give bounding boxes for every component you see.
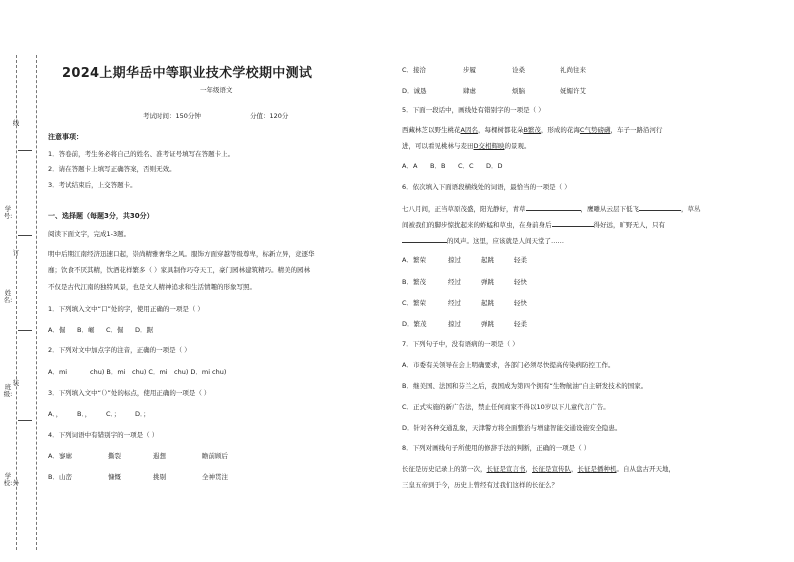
- margin-field-name: 姓名:: [3, 289, 13, 304]
- q5-passage-line: [402, 142, 531, 151]
- q6-blank-2: [639, 203, 681, 211]
- margin-field-school: 学校:: [3, 472, 13, 487]
- q5-text: ，车子一路沿河行: [610, 126, 663, 134]
- q6-option-d-word: 掠过: [448, 320, 461, 328]
- q8-passage-line: [402, 465, 675, 474]
- q7-option-c: C．正式实施的新广告法，禁止任何商家不得以10岁以下儿童代言广告。: [402, 403, 610, 411]
- question-7-stem: 7．下列句子中，没有语病的一项是（ ）: [402, 340, 519, 348]
- notes-item: 2．请在答题卡上填写正确答案，否则无效。: [48, 165, 176, 173]
- q2-option: A．mi: [48, 368, 68, 376]
- binding-dash-line-inner: [36, 55, 37, 550]
- q2-option: chu): [212, 368, 227, 376]
- q5-text: ，形成的花海: [540, 126, 580, 134]
- q6-option-c-word: 起跳: [481, 299, 494, 307]
- passage-line: 不仅是古代江南的独特风景，也是文人精神追求和生活情趣的形象写照。: [48, 283, 256, 291]
- q2-option: chu) B．mi: [90, 368, 126, 376]
- q5-option-b: B．B: [430, 162, 446, 170]
- q6-text: 的风声。这里，应该就是人间天堂了……: [447, 237, 564, 245]
- section-intro: 阅读下面文字，完成1-3题。: [48, 230, 131, 238]
- q5-option-d: D．D: [486, 162, 503, 170]
- q8-underline-1: 长征是宣言书: [486, 465, 526, 473]
- q6-option-a-word: 轻柔: [514, 256, 527, 264]
- q1-option-d: D．踞: [135, 326, 154, 334]
- q6-blank-3: [552, 219, 594, 227]
- q6-option-b-word: 轻快: [514, 278, 527, 286]
- q8-passage-line: 三皇五帝到于今，历史上曾经有过我们这样的长征么？: [402, 481, 558, 489]
- q6-text: ，鹰雕从云层下低飞: [580, 205, 639, 213]
- q4-option-d-word: 妩媚许艾: [560, 87, 586, 95]
- q2-option: chu) D．mi: [174, 368, 211, 376]
- exam-score: 分值：120分: [250, 112, 289, 120]
- q6-option-d-word: 弹跳: [481, 320, 494, 328]
- q4-option-b-word: 慷慨: [108, 473, 121, 481]
- q6-text: 得好远，旷野无人，只有: [593, 221, 665, 229]
- q5-option-c: C．C: [458, 162, 474, 170]
- q6-option-a-word: 掠过: [448, 256, 461, 264]
- q6-option-b-word: 弹跳: [481, 278, 494, 286]
- q6-option-b-word: B．繁茂: [402, 278, 426, 286]
- q5-underline-d: D交相辉映: [473, 142, 505, 150]
- q4-option-d-word: 烦脑: [512, 87, 525, 95]
- q5-text: 西藏林芝以野生桃花: [402, 126, 461, 134]
- question-5-stem: 5．下面一段话中，画线处有错别字的一项是（ ）: [402, 106, 545, 114]
- exam-time: 考试时间：150分钟: [143, 112, 201, 120]
- q6-option-c-word: C．繁荣: [402, 299, 427, 307]
- q6-option-c-word: 经过: [448, 299, 461, 307]
- q5-passage-line: [402, 126, 662, 135]
- q5-underline-c: C气势磅礴: [579, 126, 611, 134]
- q7-option-a: A．市委有关领导在会上明确要求，各部门必须尽快提高传染病防控工作。: [402, 361, 615, 369]
- page-title: 2024上期华岳中等职业技术学校期中测试: [62, 66, 313, 81]
- q5-text: ，每棵树都花朵: [477, 126, 524, 134]
- question-1-stem: 1．下列填入文中“口”处的字，使用正确的一项是（ ）: [48, 305, 204, 313]
- q6-text: 间被我们的脚步惊扰起来的蚱蜢和草虫，在身前身后: [402, 221, 552, 229]
- q6-text: 七八月间，正当草原茂盛，阳光静好，青草: [402, 205, 526, 213]
- q4-option-c-word: 步履: [463, 66, 476, 74]
- q5-underline-b: B繁茂: [523, 126, 541, 134]
- margin-mark-4: 外: [12, 479, 20, 487]
- q6-passage-line: [402, 235, 564, 246]
- q1-option-b: B．崛: [77, 326, 95, 334]
- margin-mark-3: 装: [12, 379, 20, 387]
- q6-blank-4: [402, 235, 447, 243]
- q6-blank-1: [526, 203, 581, 211]
- exam-subject: 一年级语文: [200, 86, 233, 94]
- margin-field-student-id: 学号:: [3, 205, 13, 220]
- q6-passage-line: [402, 219, 665, 230]
- margin-fill-line: [18, 235, 32, 236]
- notes-item: 1．答卷前，考生务必将自己的姓名、准考证号填写在答题卡上。: [48, 150, 235, 158]
- q4-option-a-word: 瞻前顾后: [202, 452, 228, 460]
- margin-field-class: 班级:: [3, 383, 13, 398]
- q6-option-a-word: 起跳: [481, 256, 494, 264]
- margin-fill-line: [18, 420, 32, 421]
- q4-option-a-word: A．寥廓: [48, 452, 72, 460]
- q8-underline-2: 长征是宣传队: [532, 465, 571, 473]
- q1-option-a: A．倔: [48, 326, 66, 334]
- q5-text: 进，可以看见桃林与麦田: [402, 142, 474, 150]
- q7-option-d: D．针对各种交通乱象，天津警方将全面整治与增建智能交通设施安全隐患。: [402, 424, 622, 432]
- q4-option-b-word: 全神贯注: [202, 473, 228, 481]
- q8-text: ，: [525, 465, 532, 473]
- question-4-stem: 4．下列词语中有错别字的一项是（ ）: [48, 431, 159, 439]
- q5-option-a: A．A: [402, 162, 418, 170]
- margin-mark-1: 线: [12, 119, 20, 127]
- q4-option-c-word: 礼尚往来: [560, 66, 586, 74]
- q4-option-a-word: 撕裂: [108, 452, 121, 460]
- q4-option-b-word: 挑剔: [153, 473, 166, 481]
- binding-dash-line-outer: [16, 55, 17, 550]
- q6-passage-line: [402, 203, 701, 214]
- q6-option-b-word: 经过: [448, 278, 461, 286]
- q6-option-d-word: D．繁茂: [402, 320, 427, 328]
- q4-option-c-word: 诠桑: [512, 66, 525, 74]
- q8-text: 。自从盘古开天地，: [616, 465, 675, 473]
- q4-option-d-word: D．诚恳: [402, 87, 427, 95]
- q4-option-b-word: B．山峦: [48, 473, 72, 481]
- question-2-stem: 2．下列对文中加点字的注音，正确的一项是（ ）: [48, 346, 191, 354]
- notes-item: 3．考试结束后，上交答题卡。: [48, 181, 137, 189]
- q3-option-a: A．，: [48, 410, 63, 418]
- margin-fill-line: [18, 330, 32, 331]
- q3-option-c: C．；: [106, 410, 121, 418]
- q3-option-b: B．，: [77, 410, 92, 418]
- notes-heading: 注意事项：: [48, 133, 83, 141]
- section-heading: 一、选择题（每题3分，共30分）: [48, 212, 154, 220]
- q5-underline-a: A因名: [460, 126, 478, 134]
- q6-option-a-word: A．繁荣: [402, 256, 426, 264]
- q4-option-a-word: 遐想: [153, 452, 166, 460]
- q7-option-b: B．继美国、法国和芬兰之后，我国成为第四个拥有“生物航油”自主研发技术的国家。: [402, 382, 648, 390]
- question-3-stem: 3．下列填入文中“（）”处的标点，使用正确的一项是（ ）: [48, 389, 211, 397]
- margin-mark-2: 订: [12, 249, 20, 257]
- passage-line: 明中后期江南经济迅速口起，崇尚精雅奢华之风。服饰方面穿越等级尊卑，标新立异，竞逐华: [48, 250, 315, 258]
- q4-option-c-word: C．接洽: [402, 66, 427, 74]
- q6-option-d-word: 轻柔: [514, 320, 527, 328]
- q6-option-c-word: 轻快: [514, 299, 527, 307]
- passage-line: 靡；饮食不厌其精，饮酒花样繁多（ ）家具制作巧夺天工，豪门园林建筑精巧。精美的园林: [48, 266, 311, 274]
- q3-option-d: D．；: [135, 410, 150, 418]
- q6-text: ，草丛: [681, 205, 701, 213]
- question-6-stem: 6．依次填入下面语段横线处的词语，最恰当的一项是（ ）: [402, 183, 571, 191]
- margin-fill-line: [18, 150, 32, 151]
- q5-text: 的景观。: [504, 142, 531, 150]
- q8-text: ，: [571, 465, 578, 473]
- q2-option: chu) C．mi: [132, 368, 168, 376]
- q1-option-c: C．倔: [106, 326, 124, 334]
- q4-option-d-word: 肆虐: [463, 87, 476, 95]
- q8-underline-3: 长征是播种机: [577, 465, 617, 473]
- q8-text: 长征是历史记录上的第一次，: [402, 465, 487, 473]
- question-8-stem: 8．下列对画线句子所使用的修辞手法的判断，正确的一项是（ ）: [402, 444, 591, 452]
